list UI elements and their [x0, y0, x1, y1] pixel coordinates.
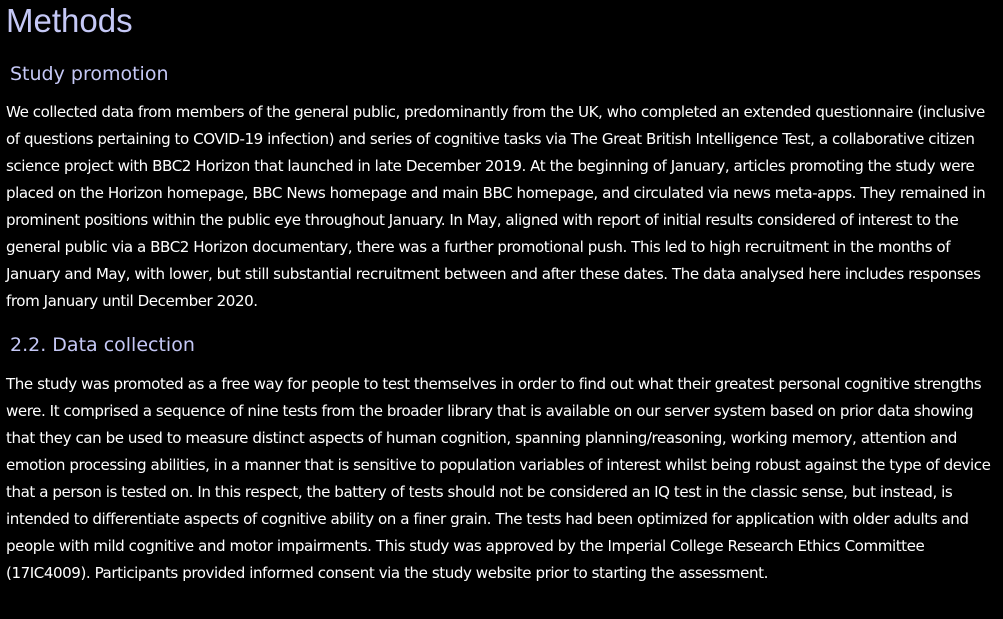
paragraph-data-collection: The study was promoted as a free way for people to test themselves in order to find out what their greatest personal cognitive strengths were. It comprised a sequence of nine tests from the broader library that is available on our server system based on prior data showing that they can be used to measure distinct aspects of human cognition, spanning planning/reasoning, working memory, attention and emotion processing abilities, in a manner that is sensitive to population variables of interest whilst being robust against the type of device that a person is tested on. In this respect, the battery of tests should not be considered an IQ test in the classic sense, but instead, is intended to differentiate aspects of cognitive ability on a finer grain. The tests had been optimized for application with older adults and people with mild cognitive and motor impairments. This study was approved by the Imperial College Research Ethics Committee (17IC4009). Participants provided informed consent via the study website prior to starting the assessment.: [6, 375, 991, 582]
section-title: Methods: [6, 2, 133, 39]
subsection-heading-study-promotion: Study promotion: [10, 63, 169, 85]
subsection-heading-data-collection: 2.2. Data collection: [10, 334, 195, 356]
paragraph-study-promotion: We collected data from members of the general public, predominantly from the UK, who completed an extended questionnaire (inclusive of questions pertaining to COVID-19 infection) and series of cognitive tasks via The Great British Intelligence Test, a collaborative citizen science project with BBC2 Horizon that launched in late December 2019. At the beginning of January, articles promoting the study were placed on the Horizon homepage, BBC News homepage and main BBC homepage, and circulated via news meta-apps. They remained in prominent positions within the public eye throughout January. In May, aligned with report of initial results considered of interest to the general public via a BBC2 Horizon documentary, there was a further promotional push. This led to high recruitment in the months of January and May, with lower, but still substantial recruitment between and after these dates. The data analysed here includes responses from January until December 2020.: [6, 103, 986, 310]
